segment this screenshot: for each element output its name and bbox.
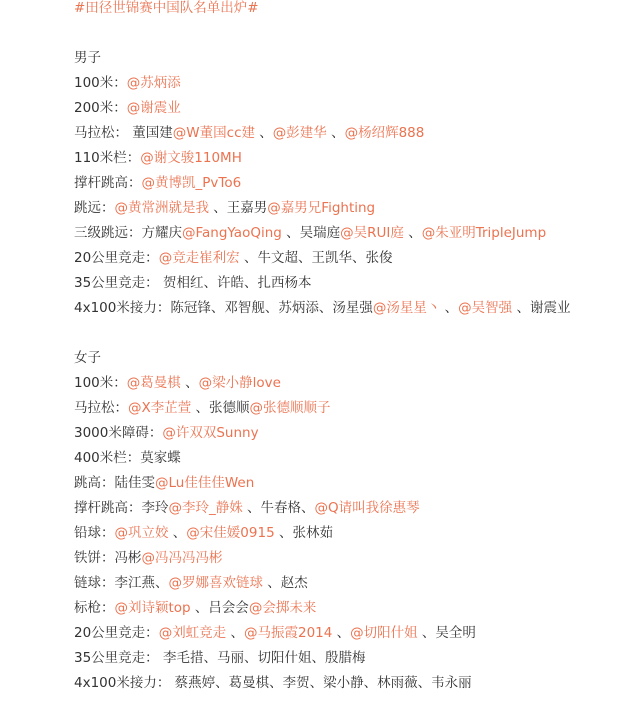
mention-link[interactable]: @朱亚明TripleJump bbox=[421, 225, 547, 241]
event-line bbox=[74, 98, 181, 118]
event-text: 、 bbox=[226, 625, 244, 641]
event-line bbox=[74, 473, 254, 493]
event-text: 、赵杰 bbox=[263, 575, 308, 591]
event-text: 400米栏：莫家蝶 bbox=[74, 450, 181, 466]
mention-link[interactable]: @吴RUI庭 bbox=[340, 225, 404, 241]
event-line bbox=[74, 673, 472, 693]
mention-link[interactable]: @巩立姣 bbox=[114, 525, 169, 541]
event-line bbox=[74, 398, 331, 418]
event-line bbox=[74, 548, 223, 568]
event-text: 、吴全明 bbox=[417, 625, 476, 641]
mention-link[interactable]: @刘虹竞走 bbox=[158, 625, 227, 641]
mention-link[interactable]: @杨绍辉888 bbox=[344, 125, 425, 141]
mention-link[interactable]: @罗娜喜欢链球 bbox=[168, 575, 263, 591]
topic-hashtag-link[interactable]: #田径世锦赛中国队名单出炉# bbox=[74, 0, 259, 16]
women-heading: 女子 bbox=[74, 350, 101, 366]
event-line bbox=[74, 73, 181, 93]
event-line bbox=[74, 598, 316, 618]
mention-link[interactable]: @切阳什姐 bbox=[350, 625, 418, 641]
event-line bbox=[74, 523, 333, 543]
mention-link[interactable]: @W董国cc建 bbox=[172, 125, 255, 141]
mention-link[interactable]: @竞走崔利宏 bbox=[158, 250, 240, 266]
event-text: 、张林茹 bbox=[274, 525, 333, 541]
event-text: 、吴瑞庭 bbox=[281, 225, 341, 241]
event-text: 20公里竞走： bbox=[74, 625, 159, 641]
mention-link[interactable]: @汤星星丶 bbox=[372, 300, 441, 316]
event-text: 、张德顺 bbox=[191, 400, 250, 416]
event-text: 、 bbox=[326, 125, 345, 141]
event-text: 3000米障碍： bbox=[74, 425, 163, 441]
event-text: 跳高：陆佳雯 bbox=[74, 475, 155, 491]
event-line bbox=[74, 173, 241, 193]
mention-link[interactable]: @马振霞2014 bbox=[243, 625, 333, 641]
mention-link[interactable]: @嘉男兄Fighting bbox=[267, 200, 376, 216]
event-line bbox=[74, 648, 365, 668]
mention-link[interactable]: @刘诗颖top bbox=[114, 600, 191, 616]
event-text: 标枪： bbox=[74, 600, 115, 616]
event-text: 、吕会会 bbox=[190, 600, 249, 616]
event-line bbox=[74, 248, 392, 268]
mention-link[interactable]: @许双双Sunny bbox=[162, 425, 259, 441]
event-line bbox=[74, 448, 181, 468]
event-text: 、 bbox=[255, 125, 273, 141]
event-line bbox=[74, 623, 476, 643]
mention-link[interactable]: @FangYaoQing bbox=[182, 225, 282, 241]
mention-link[interactable]: @会掷未来 bbox=[248, 600, 317, 616]
event-text: 100米： bbox=[74, 75, 127, 91]
event-text: 、谢震业 bbox=[512, 300, 571, 316]
event-line bbox=[74, 573, 308, 593]
mention-link[interactable]: @谢震业 bbox=[126, 100, 181, 116]
men-heading: 男子 bbox=[74, 50, 101, 66]
mention-link[interactable]: @X李芷萱 bbox=[128, 400, 192, 416]
event-text: 马拉松： 董国建 bbox=[74, 125, 173, 141]
event-text: 三级跳远：方耀庆 bbox=[74, 225, 182, 241]
event-text: 4x100米接力：陈冠锋、邓智舰、苏炳添、汤星强 bbox=[74, 300, 373, 316]
event-text: 、 bbox=[403, 225, 422, 241]
mention-link[interactable]: @Lu佳佳佳Wen bbox=[155, 475, 255, 491]
event-text: 、牛春格、 bbox=[242, 500, 315, 516]
event-text: 马拉松： bbox=[74, 400, 128, 416]
event-line bbox=[74, 198, 375, 218]
event-text: 铅球： bbox=[74, 525, 115, 541]
event-text: 4x100米接力： 蔡燕婷、葛曼棋、李贺、梁小静、林雨薇、韦永丽 bbox=[74, 675, 472, 691]
event-text: 、 bbox=[440, 300, 459, 316]
event-text: 撑杆跳高： bbox=[74, 175, 142, 191]
event-line bbox=[74, 498, 420, 518]
event-text: 、 bbox=[168, 525, 187, 541]
mention-link[interactable]: @冯冯冯冯彬 bbox=[141, 550, 223, 566]
event-text: 链球：李江燕、 bbox=[74, 575, 169, 591]
event-line bbox=[74, 273, 311, 293]
event-text: 200米： bbox=[74, 100, 127, 116]
event-text: 35公里竞走： 李毛措、马丽、切阳什姐、殷腊梅 bbox=[74, 650, 366, 666]
event-text: 20公里竞走： bbox=[74, 250, 159, 266]
mention-link[interactable]: @Q请叫我徐惠琴 bbox=[314, 500, 420, 516]
mention-link[interactable]: @苏炳添 bbox=[126, 75, 181, 91]
event-text: 铁饼：冯彬 bbox=[74, 550, 142, 566]
event-line bbox=[74, 223, 546, 243]
event-text: 110米栏： bbox=[74, 150, 141, 166]
event-text: 、 bbox=[332, 625, 351, 641]
mention-link[interactable]: @梁小静love bbox=[198, 375, 281, 391]
event-line bbox=[74, 148, 242, 168]
event-text: 100米： bbox=[74, 375, 127, 391]
event-text: 、王嘉男 bbox=[209, 200, 268, 216]
mention-link[interactable]: @彭建华 bbox=[272, 125, 327, 141]
mention-link[interactable]: @黄博凯_PvTo6 bbox=[141, 175, 242, 191]
event-text: 、牛文超、王凯华、张俊 bbox=[239, 250, 393, 266]
mention-link[interactable]: @谢文骏110MH bbox=[140, 150, 242, 166]
event-line bbox=[74, 123, 424, 143]
event-text: 35公里竞走： 贺相红、许皓、扎西杨本 bbox=[74, 275, 312, 291]
event-line bbox=[74, 373, 281, 393]
mention-link[interactable]: @吴智强 bbox=[458, 300, 513, 316]
event-text: 、 bbox=[180, 375, 199, 391]
mention-link[interactable]: @张德顺顺子 bbox=[249, 400, 331, 416]
event-text: 撑杆跳高：李玲 bbox=[74, 500, 169, 516]
mention-link[interactable]: @葛曼棋 bbox=[126, 375, 181, 391]
mention-link[interactable]: @李玲_静姝 bbox=[168, 500, 243, 516]
event-line bbox=[74, 298, 570, 318]
event-line bbox=[74, 423, 259, 443]
mention-link[interactable]: @宋佳媛0915 bbox=[186, 525, 275, 541]
mention-link[interactable]: @黄常洲就是我 bbox=[114, 200, 209, 216]
event-text: 跳远： bbox=[74, 200, 115, 216]
